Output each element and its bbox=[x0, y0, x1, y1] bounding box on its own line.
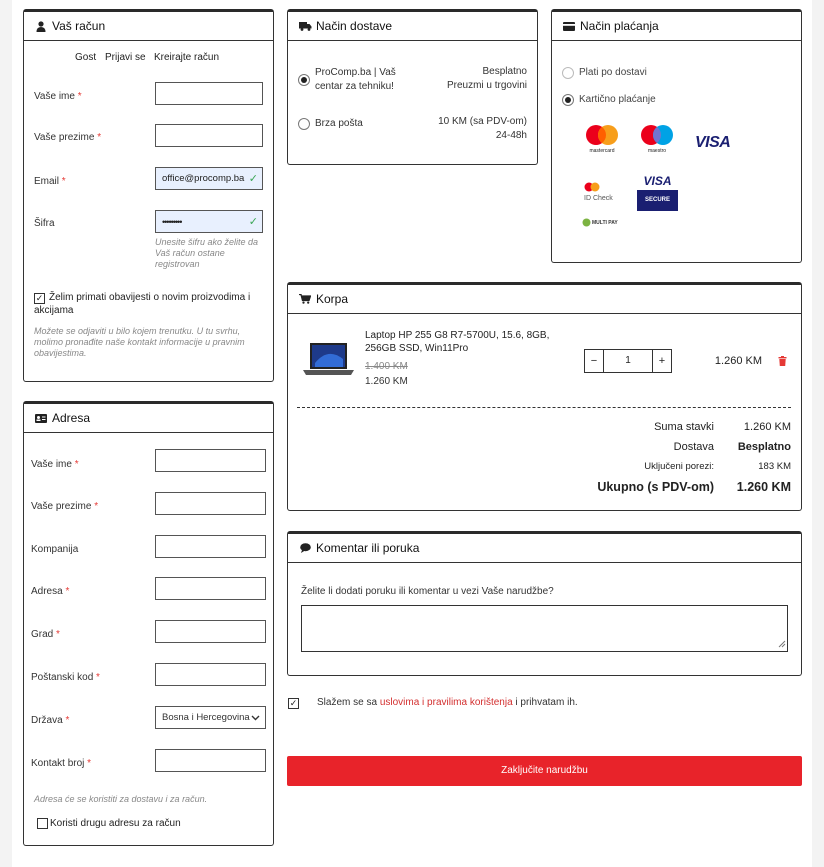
payment-panel-header bbox=[552, 12, 801, 41]
city-input[interactable] bbox=[155, 620, 266, 643]
tab-guest[interactable]: Gost bbox=[75, 52, 97, 63]
comment-textarea[interactable] bbox=[301, 605, 788, 652]
email-input[interactable]: office@procomp.ba ✓ bbox=[155, 167, 263, 190]
summary-total-label: Ukupno (s PDV-om) bbox=[597, 480, 714, 494]
cart-panel bbox=[287, 282, 802, 511]
address-panel bbox=[23, 401, 274, 846]
checkout-page bbox=[12, 0, 812, 867]
shipping-option-express-radio[interactable] bbox=[298, 118, 310, 130]
surname-input[interactable] bbox=[155, 124, 263, 147]
visa-logo: VISA bbox=[695, 134, 731, 151]
contact-input[interactable] bbox=[155, 749, 266, 772]
other-address-checkbox[interactable] bbox=[37, 818, 48, 829]
shipping-option-store-price: Besplatno bbox=[482, 66, 527, 77]
cart-title: Korpa bbox=[316, 292, 349, 306]
product-price: 1.260 KM bbox=[365, 376, 408, 387]
name-input[interactable] bbox=[155, 82, 263, 105]
cart-divider bbox=[297, 407, 791, 408]
address-title: Adresa bbox=[52, 411, 91, 425]
quantity-input[interactable]: 1 bbox=[625, 355, 631, 366]
shipping-option-express-name: Brza pošta bbox=[315, 118, 363, 129]
postal-code-label: Poštanski kod * bbox=[31, 672, 100, 683]
newsletter-hint: Možete se odjaviti u bilo kojem trenutku. U tu svrhu, molimo pronađite naše kontakt informacije u pravnim obavijestima. bbox=[34, 326, 245, 358]
city-label: Grad * bbox=[31, 629, 60, 640]
account-title: Vaš račun bbox=[52, 19, 106, 33]
quantity-increase-button[interactable]: + bbox=[652, 350, 671, 372]
street-input[interactable] bbox=[155, 577, 266, 600]
comment-title: Komentar ili poruka bbox=[316, 541, 420, 555]
street-label: Adresa * bbox=[31, 586, 70, 597]
cart-panel-header bbox=[288, 285, 801, 314]
newsletter-label: Želim primati obavijesti o novim proizvodima i akcijama bbox=[34, 292, 251, 316]
id-card-icon bbox=[34, 412, 48, 424]
password-label: Šifra bbox=[34, 218, 55, 229]
address-name-label: Vaše ime * bbox=[31, 459, 79, 470]
shipping-panel-header bbox=[288, 12, 537, 41]
other-address-label: Koristi drugu adresu za račun bbox=[50, 818, 181, 829]
summary-shipping-label: Dostava bbox=[673, 441, 714, 453]
multipay-logo: MULTI PAY bbox=[582, 218, 618, 227]
shipping-option-express-price: 10 KM (sa PDV-om) bbox=[438, 116, 527, 127]
payment-panel bbox=[551, 9, 802, 263]
quantity-decrease-button[interactable]: − bbox=[585, 350, 604, 372]
postal-code-input[interactable] bbox=[155, 663, 266, 686]
chevron-down-icon bbox=[251, 713, 260, 724]
address-note: Adresa će se koristiti za dostavu i za račun. bbox=[34, 794, 208, 804]
payment-card-label: Kartično plaćanje bbox=[579, 94, 656, 105]
shipping-panel bbox=[287, 9, 538, 165]
shipping-option-store-detail: Preuzmi u trgovini bbox=[446, 80, 527, 91]
quantity-stepper bbox=[584, 349, 672, 373]
comment-prompt: Želite li dodati poruku ili komentar u vezi Vaše narudžbe? bbox=[301, 586, 554, 597]
shipping-option-store-name: ProComp.ba | Vaš centar za tehniku! bbox=[315, 67, 396, 92]
mastercard-logo: mastercard bbox=[582, 124, 622, 156]
check-icon: ✓ bbox=[248, 173, 258, 185]
comment-panel bbox=[287, 531, 802, 676]
company-input[interactable] bbox=[155, 535, 266, 558]
credit-card-icon bbox=[562, 20, 576, 32]
summary-tax-value: 183 KM bbox=[758, 461, 791, 472]
summary-total-value: 1.260 KM bbox=[736, 480, 791, 494]
summary-items-value: 1.260 KM bbox=[743, 421, 791, 433]
maestro-logo: maestro bbox=[637, 124, 677, 156]
name-label: Vaše ime * bbox=[34, 91, 82, 102]
cart-icon bbox=[298, 293, 312, 305]
visa-secure-logo: VISA SECURE bbox=[637, 173, 678, 211]
contact-label: Kontakt broj * bbox=[31, 758, 92, 769]
shipping-option-store-radio[interactable] bbox=[298, 74, 310, 86]
comment-panel-header bbox=[288, 534, 801, 563]
payment-cod-label: Plati po dostavi bbox=[579, 67, 647, 78]
product-name[interactable]: Laptop HP 255 G8 R7-5700U, 15.6, 8GB, 256GB SSD, Win11Pro bbox=[365, 330, 550, 354]
shipping-option-express-detail: 24-48h bbox=[495, 130, 527, 141]
terms-link[interactable]: uslovima i pravilima korištenja bbox=[379, 697, 513, 708]
user-icon bbox=[34, 20, 48, 32]
summary-items-label: Suma stavki bbox=[654, 421, 714, 433]
shipping-title: Način dostave bbox=[316, 19, 393, 33]
password-input[interactable]: ••••••••• ✓ bbox=[155, 210, 263, 233]
trash-icon[interactable] bbox=[778, 356, 787, 369]
submit-order-button[interactable]: Zaključite narudžbu bbox=[287, 756, 802, 786]
payment-card-radio[interactable] bbox=[562, 94, 574, 106]
email-label: Email * bbox=[34, 176, 66, 187]
newsletter-checkbox[interactable]: ✓ bbox=[35, 293, 44, 303]
terms-checkbox[interactable]: ✓ bbox=[289, 698, 298, 708]
resize-handle-icon bbox=[778, 639, 786, 651]
country-select[interactable]: Bosna i Hercegovina bbox=[155, 706, 266, 729]
check-icon: ✓ bbox=[248, 216, 258, 228]
address-panel-header bbox=[24, 404, 273, 433]
address-surname-label: Vaše prezime * bbox=[31, 501, 99, 512]
country-label: Država * bbox=[31, 715, 70, 726]
product-image bbox=[301, 341, 356, 379]
surname-label: Vaše prezime * bbox=[34, 132, 102, 143]
account-panel bbox=[23, 9, 274, 382]
address-name-input[interactable] bbox=[155, 449, 266, 472]
truck-icon bbox=[298, 20, 312, 32]
account-panel-header bbox=[24, 12, 273, 41]
payment-title: Način plaćanja bbox=[580, 19, 659, 33]
summary-tax-label: Uključeni porezi: bbox=[644, 461, 714, 472]
id-check-logo: ID Check bbox=[584, 182, 620, 202]
address-surname-input[interactable] bbox=[155, 492, 266, 515]
line-total: 1.260 KM bbox=[714, 355, 762, 367]
comment-icon bbox=[298, 542, 312, 554]
tab-login[interactable]: Prijavi se bbox=[105, 52, 146, 63]
product-old-price: 1.400 KM bbox=[365, 361, 408, 372]
terms-text: Slažem se sa uslovima i pravilima korištenja i prihvatam ih. bbox=[317, 697, 578, 708]
company-label: Kompanija bbox=[31, 544, 79, 555]
tab-register[interactable]: Kreirajte račun bbox=[154, 52, 220, 63]
summary-shipping-value: Besplatno bbox=[737, 441, 791, 453]
password-hint: Unesite šifru ako želite da Vaš račun ostane registrovan bbox=[155, 237, 259, 269]
payment-cod-radio[interactable] bbox=[562, 67, 574, 79]
